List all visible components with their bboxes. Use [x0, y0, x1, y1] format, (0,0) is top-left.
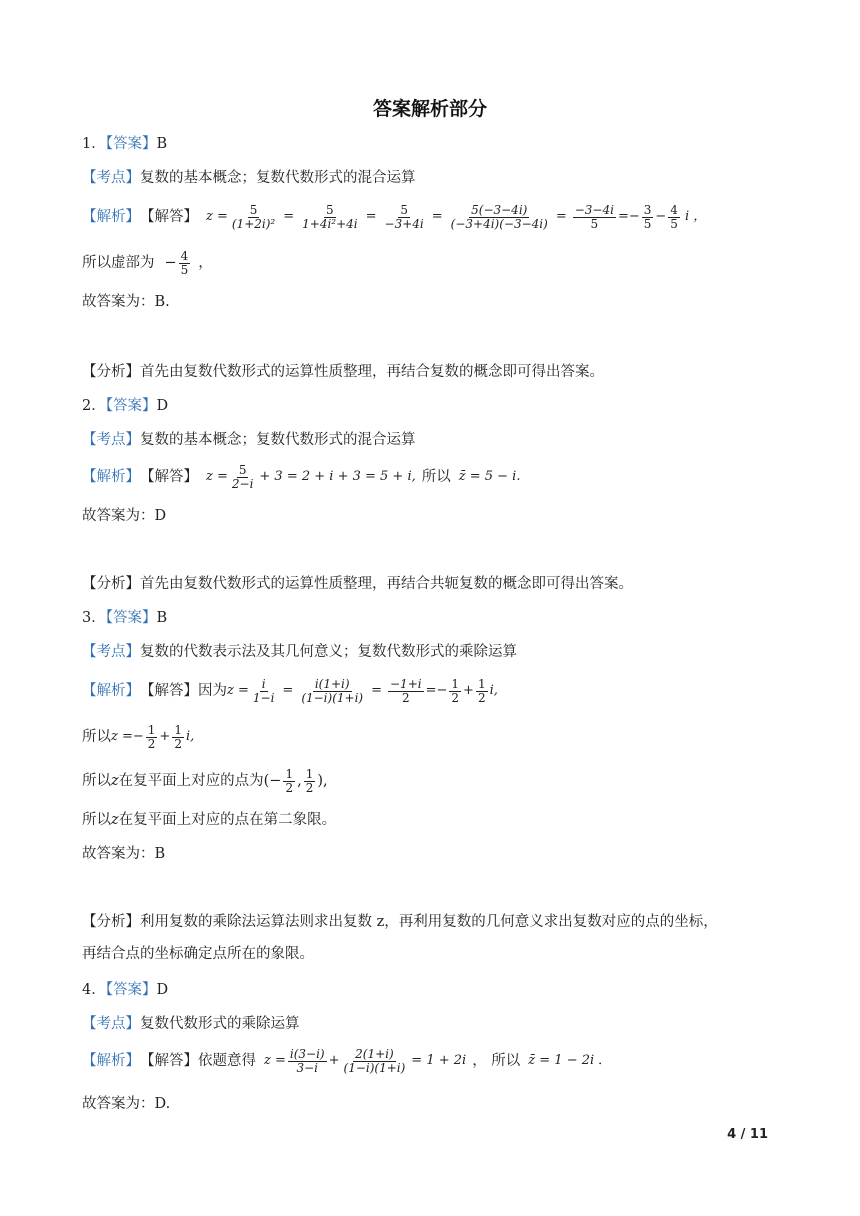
q1-z: z = — [206, 209, 228, 224]
q4-answer: D — [156, 982, 169, 998]
q3-line4: 所以z在复平面上对应的点在第二象限。 — [82, 812, 337, 828]
analysis2-tag: 【分析】 — [82, 364, 140, 380]
q1-imag-line: 所以虚部为 − $\frac{4}{5}$ ， — [82, 248, 213, 277]
q3-summary-line2: 再结合点的坐标确定点所在的象限。 — [82, 946, 314, 962]
q4-point-line: 【考点】复数代数形式的乘除运算 — [82, 1016, 300, 1032]
q3-line3: 所以 z 在复平面上对应的点为 (− $\frac{1}{2}$ , $\frac{1}{2}$ ), — [82, 766, 328, 795]
q1-imag-frac: $\frac{4}{5}$ — [180, 248, 189, 277]
q1-frac6: $\frac{3}{5}$ — [643, 202, 652, 231]
q1-frac2: $\frac{5}{\text{1+4i²+4i}}$ — [302, 202, 358, 231]
q1-frac3: $\frac{5}{-3+4i}$ — [384, 202, 424, 231]
q3-answer-line: 3．【答案】B — [82, 610, 168, 626]
q4-conclusion: 故答案为：D. — [82, 1096, 171, 1112]
answer-tag: 【答案】 — [105, 136, 157, 152]
q1-formula: z = $\frac{5}{\text{(1+2i)²}}$ = $\frac{5}{\text{1+4i²+4i}}$ = $\frac{5}{-3+4i}$ = $\frac{5(-3-4i)}{(-3+4i)(-3-4i)}$ = $\frac{-3-4i}{5}$ =− $\frac{3}{5}$ − $\frac{4}{5}$ i ， — [206, 202, 707, 231]
page-number: 4 / 11 — [727, 1127, 768, 1142]
q1-point-line — [82, 168, 416, 188]
q1-answer-line — [82, 134, 167, 154]
q4-formula: z = $\frac{i(3-i)}{3-i}$ + $\frac{2(1+i)}{(1-i)(1+i)}$ = 1 + 2i ， 所以 z̄ = 1 − 2i ． — [264, 1046, 612, 1075]
q1-frac7: $\frac{4}{5}$ — [670, 202, 678, 231]
q2-summary-line: 【分析】首先由复数代数形式的运算性质整理，再结合共轭复数的概念即可得出答案。 — [82, 576, 633, 592]
q3-solution-line: 【解析】 【解答】 因为 z = $\frac{i}{1-i}$ = $\frac{i(1+i)}{(1-i)(1+i)}$ = $\frac{-1+i}{2}$ =− $\frac{1}{2}$ + $\frac{1}{2}$ i, — [82, 676, 498, 705]
q1-summary-line — [82, 362, 604, 382]
q3-answer: B — [156, 610, 168, 626]
q1-frac5: $\frac{-3-4i}{5}$ — [574, 202, 614, 231]
q2-solution-line: 【解析】 【解答】 z = $\frac{5}{2-i}$ + 3 = 2 + i + 3 = 5 + i, 所以 z̄ = 5 − i. — [82, 462, 521, 491]
q1-frac1: $\frac{5}{\text{(1+2i)²}}$ — [231, 202, 276, 231]
q2-answer: D — [156, 398, 169, 414]
analysis-tag: 【解析】 — [82, 209, 140, 225]
q2-answer-line: 2．【答案】D — [82, 398, 169, 414]
q1-solution-line — [82, 202, 706, 232]
q1-answer: B — [156, 136, 168, 152]
q1-number: 1． — [82, 136, 106, 152]
q4-solution-line: 【解析】 【解答】 依题意得 z = $\frac{i(3-i)}{3-i}$ + $\frac{2(1+i)}{(1-i)(1+i)}$ = 1 + 2i ， 所以 z̄ = 1 − 2i ． — [82, 1046, 612, 1075]
q1-frac4: $\frac{5(-3-4i)}{(-3+4i)(-3-4i)}$ — [450, 202, 548, 231]
q3-point-line: 【考点】复数的代数表示法及其几何意义；复数代数形式的乘除运算 — [82, 644, 517, 660]
q1-conclusion: 故答案为：B. — [82, 294, 170, 310]
q2-point-line: 【考点】复数的基本概念；复数代数形式的混合运算 — [82, 432, 416, 448]
q4-answer-line: 4．【答案】D — [82, 982, 169, 998]
q2-formula: z = $\frac{5}{2-i}$ + 3 = 2 + i + 3 = 5 + i, 所以 z̄ = 5 − i. — [206, 462, 521, 491]
q3-line2: 所以 z =− $\frac{1}{2}$ + $\frac{1}{2}$ i, — [82, 722, 195, 751]
q1-summary: 首先由复数代数形式的运算性质整理，再结合复数的概念即可得出答案。 — [140, 364, 604, 380]
point-tag: 【考点】 — [82, 170, 140, 186]
q1-point: 复数的基本概念；复数代数形式的混合运算 — [140, 170, 416, 186]
q3-conclusion: 故答案为：B — [82, 846, 166, 862]
q2-conclusion: 故答案为：D — [82, 508, 167, 524]
q3-formula: z = $\frac{i}{1-i}$ = $\frac{i(1+i)}{(1-i)(1+i)}$ = $\frac{-1+i}{2}$ =− $\frac{1}{2}$ + $\frac{1}{2}$ i, — [227, 676, 498, 705]
page-title: 答案解析部分 — [372, 98, 487, 120]
solution-tag: 【解答】 — [140, 209, 198, 225]
q3-summary-line1: 【分析】利用复数的乘除法运算法则求出复数 z，再利用复数的几何意义求出复数对应的点的坐标， — [82, 914, 718, 930]
